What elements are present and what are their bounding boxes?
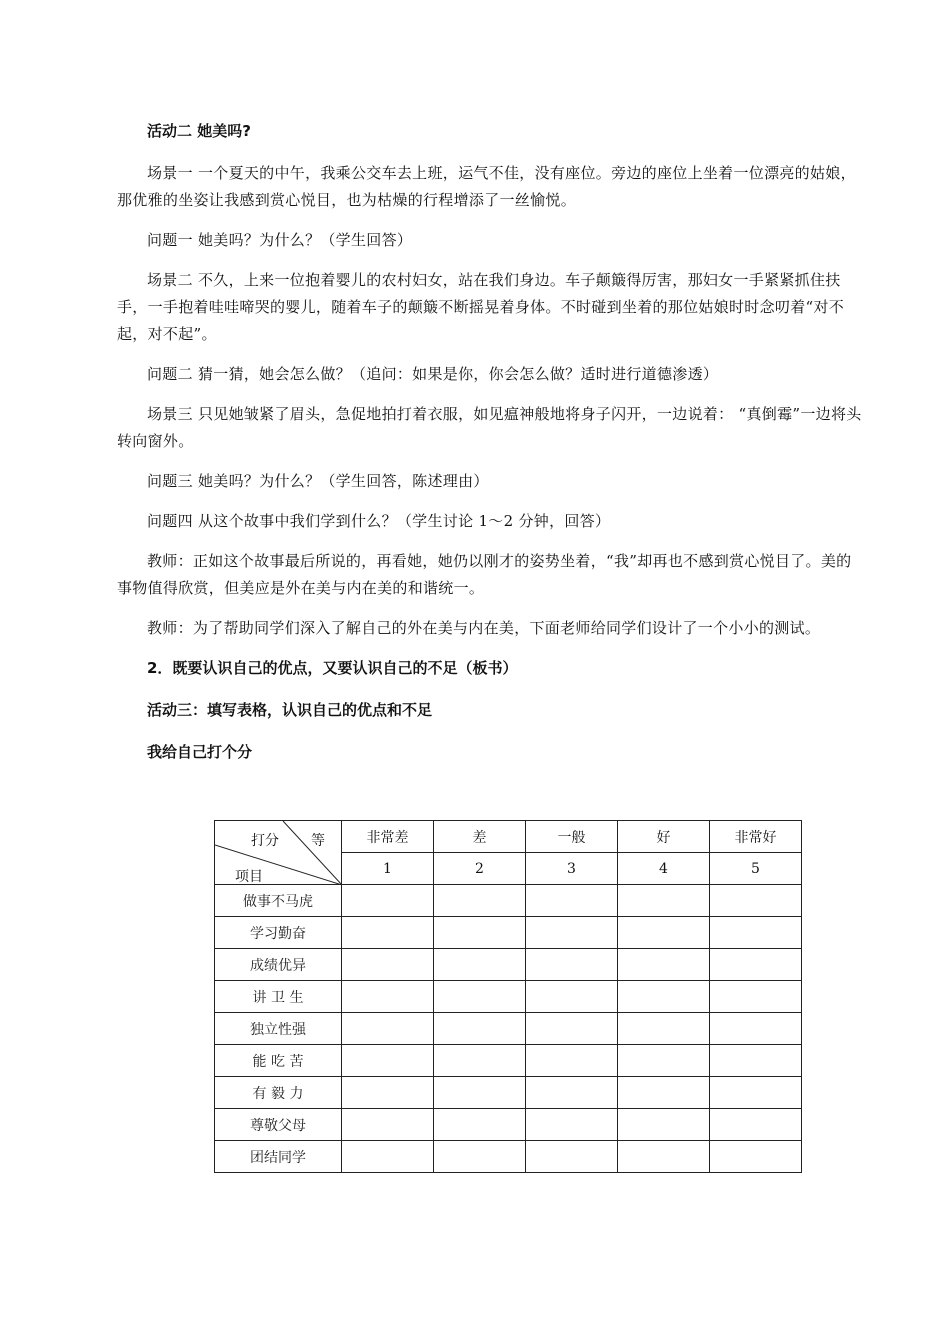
question-one: 问题一 她美吗？为什么？（学生回答） — [147, 231, 413, 249]
item-label: 做事不马虎 — [215, 885, 342, 917]
score-cell[interactable] — [526, 1109, 618, 1141]
grade-number: 2 — [434, 853, 526, 885]
score-cell[interactable] — [710, 917, 802, 949]
score-cell[interactable] — [618, 1077, 710, 1109]
item-label: 成绩优异 — [215, 949, 342, 981]
score-cell[interactable] — [342, 885, 434, 917]
item-label: 学习勤奋 — [215, 917, 342, 949]
grade-header: 差 — [434, 821, 526, 853]
score-cell[interactable] — [618, 1045, 710, 1077]
grade-number: 4 — [618, 853, 710, 885]
score-cell[interactable] — [618, 885, 710, 917]
score-cell[interactable] — [434, 1109, 526, 1141]
score-cell[interactable] — [342, 949, 434, 981]
document-body — [117, 118, 862, 781]
table-row — [215, 1013, 802, 1045]
score-cell[interactable] — [710, 1045, 802, 1077]
score-cell[interactable] — [434, 1013, 526, 1045]
score-cell[interactable] — [342, 1045, 434, 1077]
score-cell[interactable] — [710, 885, 802, 917]
score-cell[interactable] — [342, 1141, 434, 1173]
activity-two-heading: 活动二 她美吗? — [147, 122, 251, 140]
score-cell[interactable] — [434, 917, 526, 949]
corner-grade-label: 等 — [311, 833, 325, 849]
teacher-remark-two: 教师：为了帮助同学们深入了解自己的外在美与内在美，下面老师给同学们设计了一个小小的测试。 — [147, 619, 821, 637]
table-row — [215, 1077, 802, 1109]
activity-three-heading: 活动三：填写表格，认识自己的优点和不足 — [147, 701, 433, 719]
score-cell[interactable] — [526, 949, 618, 981]
score-cell[interactable] — [434, 1077, 526, 1109]
item-label: 有 毅 力 — [215, 1077, 342, 1109]
score-cell[interactable] — [342, 1013, 434, 1045]
scene-three: 场景三 只见她皱紧了眉头，急促地拍打着衣服，如见瘟神般地将身子闪开，一边说着： “真倒霉”一边将头转向窗外。 — [117, 405, 862, 450]
table-row — [215, 1045, 802, 1077]
score-cell[interactable] — [434, 1141, 526, 1173]
grade-header: 非常差 — [342, 821, 434, 853]
score-cell[interactable] — [342, 981, 434, 1013]
score-cell[interactable] — [434, 1045, 526, 1077]
scene-two: 场景二 不久，上来一位抱着婴儿的农村妇女，站在我们身边。车子颠簸得厉害，那妇女一手紧紧抓住扶手，一手抱着哇哇啼哭的婴儿，随着车子的颠簸不断摇晃着身体。不时碰到坐着的那位姑娘时时念叨着“对不起，对不起”。 — [117, 271, 845, 343]
grade-header: 好 — [618, 821, 710, 853]
table-row — [215, 885, 802, 917]
score-cell[interactable] — [526, 1045, 618, 1077]
scene-one: 场景一 一个夏天的中午，我乘公交车去上班，运气不佳，没有座位。旁边的座位上坐着一位漂亮的姑娘，那优雅的坐姿让我感到赏心悦目，也为枯燥的行程增添了一丝愉悦。 — [117, 164, 856, 209]
corner-item-label: 项目 — [235, 869, 263, 885]
table-corner-header — [215, 821, 342, 885]
score-cell[interactable] — [342, 917, 434, 949]
score-cell[interactable] — [710, 949, 802, 981]
item-label: 讲 卫 生 — [215, 981, 342, 1013]
score-cell[interactable] — [710, 1077, 802, 1109]
score-cell[interactable] — [618, 1109, 710, 1141]
grade-number: 5 — [710, 853, 802, 885]
table-row — [215, 917, 802, 949]
score-table — [214, 820, 802, 1173]
item-label: 尊敬父母 — [215, 1109, 342, 1141]
item-label: 团结同学 — [215, 1141, 342, 1173]
teacher-remark-one: 教师：正如这个故事最后所说的，再看她，她仍以刚才的姿势坐着，“我”却再也不感到赏心悦目了。美的事物值得欣赏，但美应是外在美与内在美的和谐统一。 — [117, 552, 852, 597]
score-cell[interactable] — [526, 1141, 618, 1173]
score-cell[interactable] — [526, 981, 618, 1013]
corner-score-label: 打分 — [251, 833, 279, 849]
score-cell[interactable] — [710, 981, 802, 1013]
score-cell[interactable] — [342, 1077, 434, 1109]
question-three: 问题三 她美吗？为什么？（学生回答，陈述理由） — [147, 472, 489, 490]
score-cell[interactable] — [342, 1109, 434, 1141]
score-cell[interactable] — [526, 1013, 618, 1045]
score-cell[interactable] — [434, 885, 526, 917]
table-row — [215, 949, 802, 981]
question-four: 问题四 从这个故事中我们学到什么？（学生讨论 1～2 分钟，回答） — [147, 512, 611, 530]
score-cell[interactable] — [434, 981, 526, 1013]
item-label: 能 吃 苦 — [215, 1045, 342, 1077]
self-score-heading: 我给自己打个分 — [147, 743, 253, 761]
self-rating-table — [214, 820, 802, 1173]
score-cell[interactable] — [618, 917, 710, 949]
score-cell[interactable] — [526, 917, 618, 949]
table-row — [215, 1109, 802, 1141]
grade-header: 非常好 — [710, 821, 802, 853]
score-cell[interactable] — [526, 1077, 618, 1109]
section-two-heading: 2．既要认识自己的优点，又要认识自己的不足（板书） — [147, 659, 518, 677]
grade-number: 1 — [342, 853, 434, 885]
question-two: 问题二 猜一猜，她会怎么做？（追问：如果是你，你会怎么做？适时进行道德渗透） — [147, 365, 719, 383]
score-cell[interactable] — [618, 981, 710, 1013]
score-cell[interactable] — [710, 1109, 802, 1141]
score-cell[interactable] — [710, 1013, 802, 1045]
score-cell[interactable] — [618, 1141, 710, 1173]
grade-number: 3 — [526, 853, 618, 885]
score-cell[interactable] — [618, 1013, 710, 1045]
item-label: 独立性强 — [215, 1013, 342, 1045]
score-cell[interactable] — [434, 949, 526, 981]
score-cell[interactable] — [710, 1141, 802, 1173]
table-row — [215, 1141, 802, 1173]
grade-header: 一般 — [526, 821, 618, 853]
score-cell[interactable] — [526, 885, 618, 917]
table-row — [215, 981, 802, 1013]
score-cell[interactable] — [618, 949, 710, 981]
